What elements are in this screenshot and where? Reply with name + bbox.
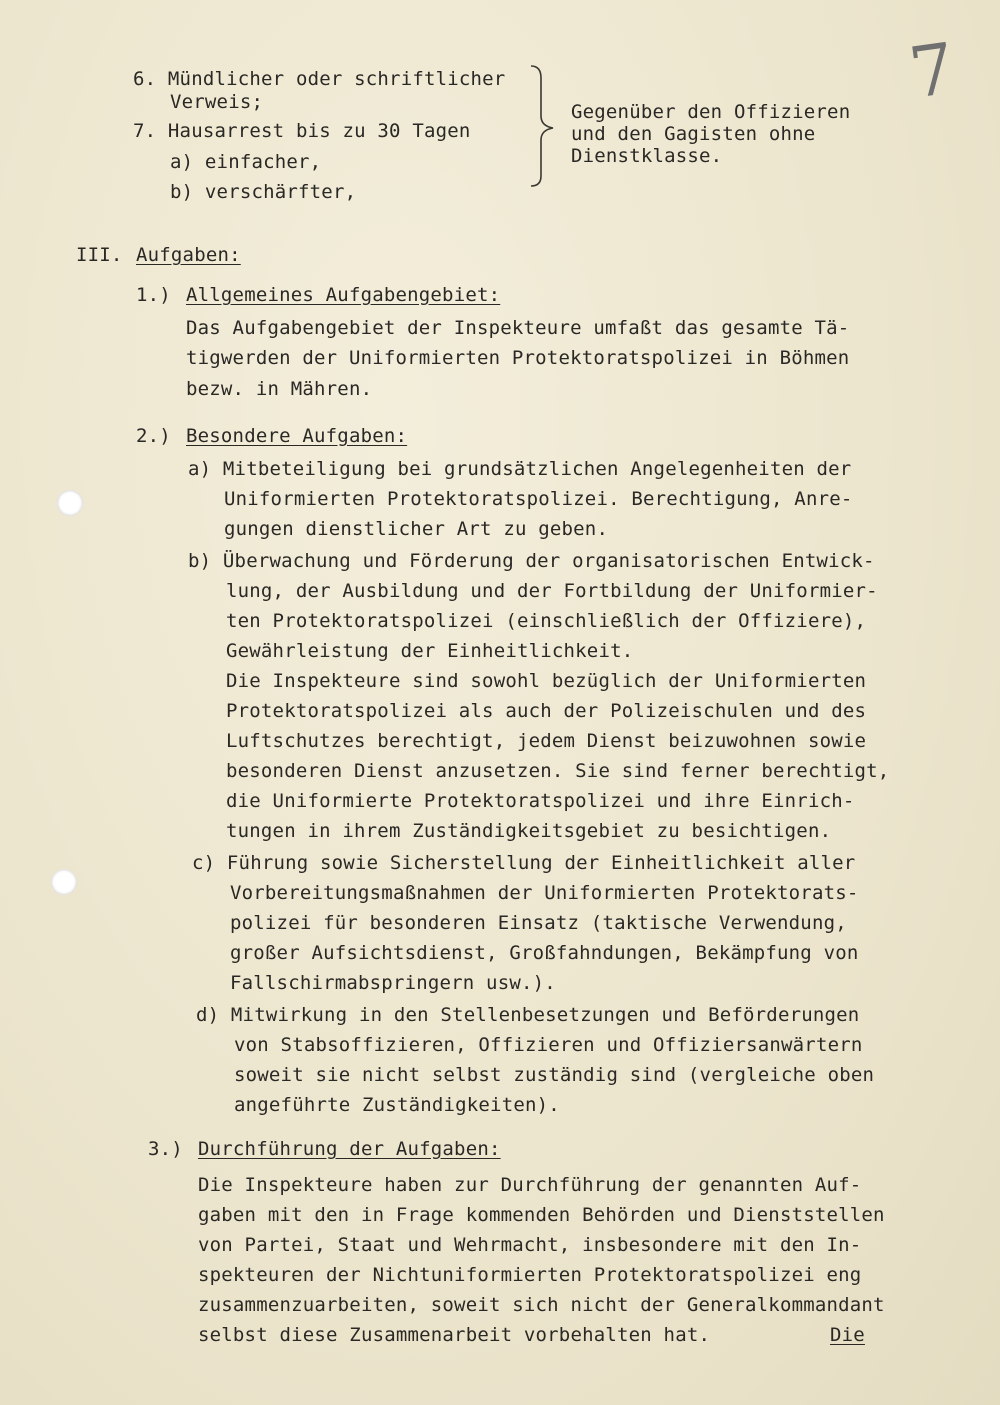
catchword: Die — [830, 1324, 865, 1346]
section-heading: Aufgaben: — [136, 244, 241, 266]
punishment-item-7b: b) verschärfter, — [170, 181, 357, 203]
item-b-line: besonderen Dienst anzusetzen. Sie sind ferner berechtigt, — [226, 760, 890, 782]
item-c-line: großer Aufsichtsdienst, Großfahndungen, Bekämpfung von — [230, 942, 859, 964]
item-d-line: d) Mitwirkung in den Stellenbesetzungen und Beförderungen — [196, 1004, 860, 1026]
item-b-line: Gewährleistung der Einheitlichkeit. — [226, 640, 634, 662]
bracket-note-line: Dienstklasse. — [571, 145, 723, 167]
punishment-item-6-cont: Verweis; — [170, 91, 264, 113]
item-b-line: Die Inspekteure sind sowohl bezüglich der Uniformierten — [226, 670, 867, 692]
punishment-item-6: 6. Mündlicher oder schriftlicher — [133, 68, 506, 90]
curly-brace — [525, 62, 570, 192]
item-b-line: die Uniformierte Protektoratspolizei und ihre Einrich- — [226, 790, 855, 812]
subsection-number: 1.) — [136, 284, 171, 306]
text-line: von Partei, Staat und Wehrmacht, insbesondere mit den In- — [198, 1234, 862, 1256]
text-line: bezw. in Mähren. — [186, 378, 373, 400]
item-c-line: Fallschirmabspringern usw.). — [230, 972, 556, 994]
text-line: spekteuren der Nichtuniformierten Protektoratspolizei eng — [198, 1264, 862, 1286]
item-a-line: gungen dienstlicher Art zu geben. — [224, 518, 609, 540]
item-d-line: soweit sie nicht selbst zuständig sind (vergleiche oben — [234, 1064, 875, 1086]
item-b-line: ten Protektoratspolizei (einschließlich der Offiziere), — [226, 610, 867, 632]
item-d-line: angeführte Zuständigkeiten). — [234, 1094, 560, 1116]
text-line: zusammenzuarbeiten, soweit sich nicht der Generalkommandant — [198, 1294, 885, 1316]
punishment-item-7a: a) einfacher, — [170, 151, 322, 173]
handwritten-page-number: 7 — [904, 27, 961, 115]
item-a-line: Uniformierten Protektoratspolizei. Berechtigung, Anre- — [224, 488, 853, 510]
punch-hole — [51, 869, 77, 895]
text-line: gaben mit den in Frage kommenden Behörden und Dienststellen — [198, 1204, 885, 1226]
item-b-line: lung, der Ausbildung und der Fortbildung der Uniformier- — [226, 580, 878, 602]
item-c-line: Vorbereitungsmaßnahmen der Uniformierten Protektorats- — [230, 882, 859, 904]
section-numeral: III. — [76, 244, 123, 266]
item-d-line: von Stabsoffizieren, Offizieren und Offiziersanwärtern — [234, 1034, 863, 1056]
text-line: tigwerden der Uniformierten Protektoratspolizei in Böhmen — [186, 347, 850, 369]
subsection-number: 3.) — [148, 1138, 183, 1160]
item-c-line: c) Führung sowie Sicherstellung der Einheitlichkeit aller — [192, 852, 856, 874]
item-a-line: a) Mitbeteiligung bei grundsätzlichen Angelegenheiten der — [188, 458, 852, 480]
punch-hole — [57, 490, 83, 516]
item-c-line: polizei für besonderen Einsatz (taktische Verwendung, — [230, 912, 847, 934]
bracket-note-line: Gegenüber den Offizieren — [571, 101, 851, 123]
subsection-heading: Allgemeines Aufgabengebiet: — [186, 284, 501, 306]
subsection-heading: Durchführung der Aufgaben: — [198, 1138, 501, 1160]
subsection-number: 2.) — [136, 425, 171, 447]
item-b-line: b) Überwachung und Förderung der organisatorischen Entwick- — [188, 550, 875, 572]
bracket-note-line: und den Gagisten ohne — [571, 123, 816, 145]
item-b-line: Protektoratspolizei als auch der Polizeischulen und des — [226, 700, 867, 722]
subsection-heading: Besondere Aufgaben: — [186, 425, 408, 447]
text-line: Die Inspekteure haben zur Durchführung der genannten Auf- — [198, 1174, 862, 1196]
punishment-item-7: 7. Hausarrest bis zu 30 Tagen — [133, 120, 471, 142]
item-b-line: tungen in ihrem Zuständigkeitsgebiet zu besichtigen. — [226, 820, 832, 842]
text-line: Das Aufgabengebiet der Inspekteure umfaßt das gesamte Tä- — [186, 317, 850, 339]
item-b-line: Luftschutzes berechtigt, jedem Dienst beizuwohnen sowie — [226, 730, 867, 752]
text-line: selbst diese Zusammenarbeit vorbehalten hat. — [198, 1324, 711, 1346]
